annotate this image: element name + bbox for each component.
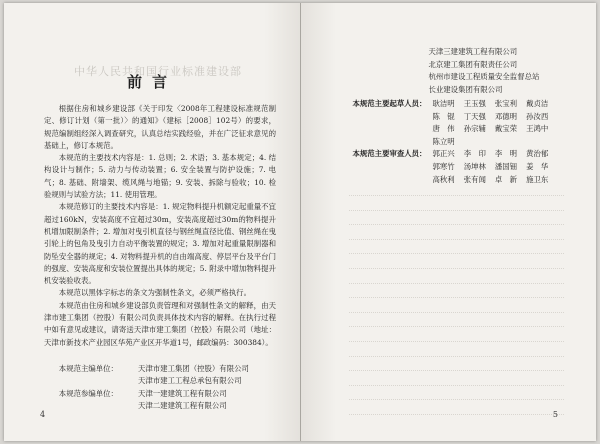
reviewers-row: [353, 161, 549, 174]
person-name: 唐 伟: [432, 124, 455, 134]
names: [433, 148, 549, 161]
unit-value: 天津一建建筑工程有限公司: [138, 388, 227, 398]
unit-value: 天津二建建筑工程有限公司: [138, 400, 227, 410]
unit-label: 本规范参编单位：: [58, 388, 118, 398]
person-name: 王玉强: [463, 99, 486, 108]
page-number: 5: [552, 410, 558, 419]
person-name: 郭寒竹: [432, 161, 455, 171]
person-name: 耿洁明: [432, 99, 455, 108]
paragraph: 本规范由住房和城乡建设部负责管理和对强制性条文的解释，由天津市建工集团（控股）有限公司负责具体技术内容的解释。在执行过程中如有意见或建议，请寄送天津市建工集团（控股）有限公司（地址：天津市新技术产业园区华苑产业区开华道1号，邮政编码：300384）。: [44, 300, 276, 347]
person-name: 张有闻: [463, 174, 486, 184]
drafters-row: [353, 123, 549, 136]
paragraph: 本规范以黑体字标志的条文为强制性条文，必须严格执行。: [58, 288, 251, 298]
faint-line: [349, 314, 564, 327]
person-name: 汤坤林: [463, 161, 486, 171]
person-name: 邓德明: [494, 111, 518, 121]
person-name: 戴宝荣: [494, 124, 518, 134]
person-name: 陈 锟: [432, 111, 455, 121]
drafters-row: [353, 111, 549, 124]
person-name: 张宝利: [494, 99, 518, 108]
person-name: 高秋利: [432, 174, 455, 184]
drafters-row: [353, 136, 549, 149]
left-page: [4, 3, 301, 441]
bleed-through-text: 中华人民共和国行业标准建设部: [74, 65, 242, 78]
org-name: 天津三建建筑工程有限公司: [428, 47, 518, 56]
spacer: [353, 123, 433, 136]
reviewers-label: 本规范主要审查人员：: [352, 149, 427, 159]
person-name: 孙汝西: [526, 111, 549, 121]
org-name: 长业建设集团有限公司: [428, 84, 503, 94]
person-name: 潘国钿: [494, 161, 518, 171]
right-page: [301, 3, 597, 441]
unit-row: [44, 400, 284, 412]
faint-line: [349, 300, 564, 313]
names: [433, 136, 455, 149]
unit-label: [44, 400, 138, 412]
unit-row: [44, 388, 284, 400]
spacer: [353, 161, 433, 174]
person-name: 郭正兴: [432, 149, 455, 159]
drafters-row: [353, 98, 549, 111]
person-name: 孙宗辅: [463, 124, 486, 134]
compiling-units: [44, 363, 284, 412]
unit-row: [44, 363, 284, 375]
faint-line: [349, 344, 564, 357]
participating-orgs: [429, 46, 540, 96]
unit-label: [44, 375, 138, 387]
reviewers-row: [353, 148, 549, 161]
person-name: 姜 华: [526, 161, 549, 171]
names: [433, 98, 549, 111]
faint-line: [349, 387, 564, 400]
person-name: 戴贞洁: [526, 99, 549, 108]
bleed-through-lines: [349, 183, 564, 417]
names: [433, 123, 549, 136]
person-name: 陈立明: [432, 136, 455, 146]
person-name: 施卫东: [526, 174, 549, 184]
people-list: [353, 98, 549, 186]
paragraph: 本规范修订的主要技术内容是：1. 规定物料提升机额定起重量不宜超过160kN，安装高度不宜超过30m，安装高度超过30m的物料提升机增加限制条件；2. 增加对曳引机直径与钢丝绳直径比值、钢丝绳在曳引轮上的包角及曳引力自动平衡装置的规定；3. 增加对起重量限制器和防坠安全器的规定；4. 对物料提升机的自由端高度、停层平台及平台门的强度、安装高度和安装位置提出具体的规定；5. 附录中增加物料提升机安装验收表。: [44, 202, 276, 286]
names: [433, 161, 549, 174]
org-name: 杭州市建设工程质量安全监督总站: [428, 72, 540, 82]
person-name: 李 印: [463, 149, 486, 159]
faint-line: [349, 198, 564, 211]
faint-line: [349, 256, 564, 269]
faint-line: [349, 271, 564, 284]
faint-line: [349, 212, 564, 225]
org-name: 北京建工集团有限责任公司: [428, 59, 518, 69]
faint-line: [349, 373, 564, 386]
foreword-body: [44, 103, 276, 349]
faint-line: [349, 329, 564, 342]
unit-row: [44, 375, 284, 387]
faint-line: [349, 241, 564, 254]
person-name: 卓 新: [494, 174, 518, 184]
page-title: 前言: [126, 73, 177, 91]
paragraph: 根据住房和城乡建设部《关于印发〈2008年工程建设标准规范制定、修订计划（第一批）〉的通知》（建标［2008］102号）的要求，规范编制组经深入调查研究，认真总结实践经验，并在广泛征求意见的基础上，修订本规范。: [44, 104, 276, 150]
faint-line: [349, 183, 564, 196]
unit-value: 天津市建工集团（控股）有限公司: [138, 364, 249, 373]
person-name: 黄治郁: [526, 149, 549, 159]
faint-line: [349, 402, 564, 415]
spacer: [353, 111, 433, 124]
unit-label: 本规范主编单位：: [58, 364, 118, 373]
unit-value: 天津市建工工程总承包有限公司: [138, 376, 242, 386]
person-name: 丁天强: [463, 111, 486, 121]
paragraph: 本规范的主要技术内容是：1. 总则；2. 术语；3. 基本规定；4. 结构设计与制作；5. 动力与传动装置；6. 安全装置与防护设施；7. 电气；8. 基础、附墙架、缆风绳与地锚；9. 安装、拆除与验收；10. 检验规则与试验方法；11. 使用管理。: [44, 153, 276, 200]
person-name: 李 明: [494, 149, 518, 159]
drafters-label: 本规范主要起草人员：: [352, 99, 427, 108]
page-number: 4: [40, 410, 46, 419]
spacer: [353, 136, 433, 149]
book-spread: [4, 3, 596, 441]
faint-line: [349, 358, 564, 371]
person-name: 王鸿中: [526, 124, 549, 134]
faint-line: [349, 227, 564, 240]
faint-line: [349, 285, 564, 298]
names: [433, 111, 549, 124]
